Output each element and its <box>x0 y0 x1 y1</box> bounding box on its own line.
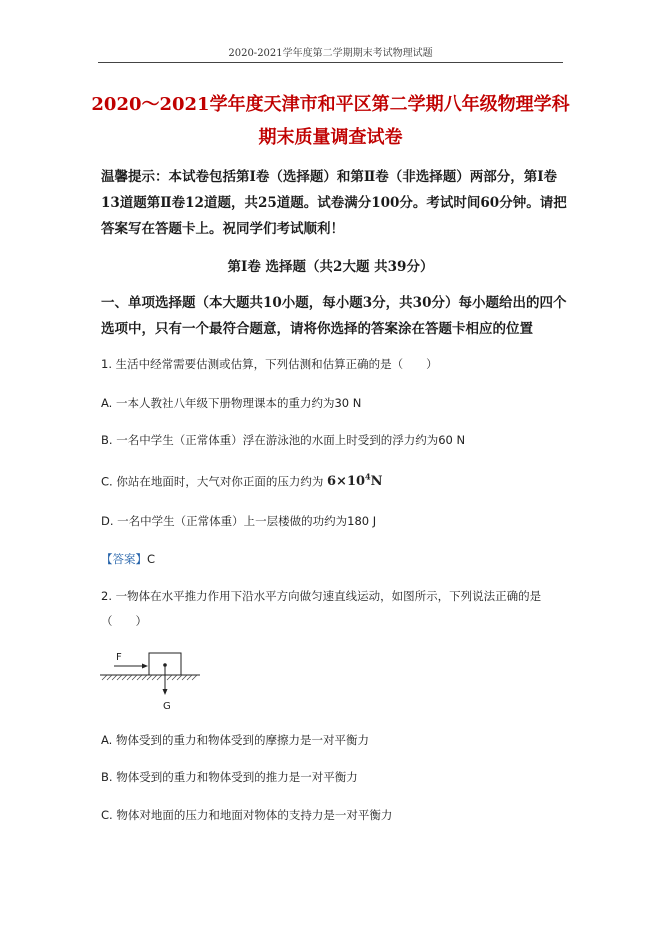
question-1-option-b: B. 一名中学生（正常体重）浮在游泳池的水面上时受到的浮力约为60 N <box>101 433 466 447</box>
ground-hatching <box>102 675 197 680</box>
option-c-mantissa: 6×10 <box>327 474 366 490</box>
answer-tag: 【答案】 <box>101 552 147 566</box>
force-label-f: F <box>116 652 122 663</box>
question-1-stem: 1. 生活中经常需要估测或估算，下列估测和估算正确的是（ ） <box>101 357 438 371</box>
header-divider <box>98 62 563 63</box>
question-2-option-a: A. 物体受到的重力和物体受到的摩擦力是一对平衡力 <box>101 733 369 747</box>
answer-1 <box>101 551 155 567</box>
exam-title-line1: 2020～2021学年度天津市和平区第二学期八年级物理学科 <box>91 94 570 115</box>
question-1-option-c <box>101 472 383 489</box>
question-2-stem-line2: （ ） <box>101 614 147 628</box>
question-2-stem-line1: 2. 一物体在水平推力作用下沿水平方向做匀速直线运动，如图所示，下列说法正确的是 <box>101 589 542 603</box>
page-header: 2020-2021学年度第二学期期末考试物理试题 <box>228 48 433 59</box>
gravity-label-g: G <box>163 701 171 712</box>
push-force-arrowhead <box>142 664 148 669</box>
part-one-instructions: 一、单项选择题（本大题共10小题，每小题3分，共30分）每小题给出的四个选项中，只有一个最符合题意，请将你选择的答案涂在答题卡相应的位置 <box>101 295 567 337</box>
question-1-option-d: D. 一名中学生（正常体重）上一层楼做的功约为180 J <box>101 514 377 528</box>
option-c-text: C. 你站在地面时，大气对你正面的压力约为 <box>101 474 324 489</box>
option-c-unit: N <box>370 474 383 490</box>
exam-title-line2: 期末质量调查试卷 <box>258 127 403 148</box>
section-title: 第Ⅰ卷 选择题（共2大题 共39分） <box>227 259 434 275</box>
answer-value: C <box>147 552 156 566</box>
question-2-option-c: C. 物体对地面的压力和地面对物体的支持力是一对平衡力 <box>101 808 393 822</box>
option-c-exponent: 4 <box>365 472 371 482</box>
question-2-option-b: B. 物体受到的重力和物体受到的推力是一对平衡力 <box>101 770 358 784</box>
question-1-option-a: A. 一本人教社八年级下册物理课本的重力约为30 N <box>101 396 362 410</box>
force-diagram <box>100 645 200 715</box>
option-c-value <box>327 474 383 489</box>
exam-tips: 温馨提示：本试卷包括第Ⅰ卷（选择题）和第Ⅱ卷（非选择题）两部分，第Ⅰ卷13道题第Ⅱ卷12道题，共25道题。试卷满分100分。考试时间60分钟。请把答案写在答题卡上。祝同学们考试顺利！ <box>101 169 567 237</box>
gravity-arrowhead <box>163 689 168 695</box>
